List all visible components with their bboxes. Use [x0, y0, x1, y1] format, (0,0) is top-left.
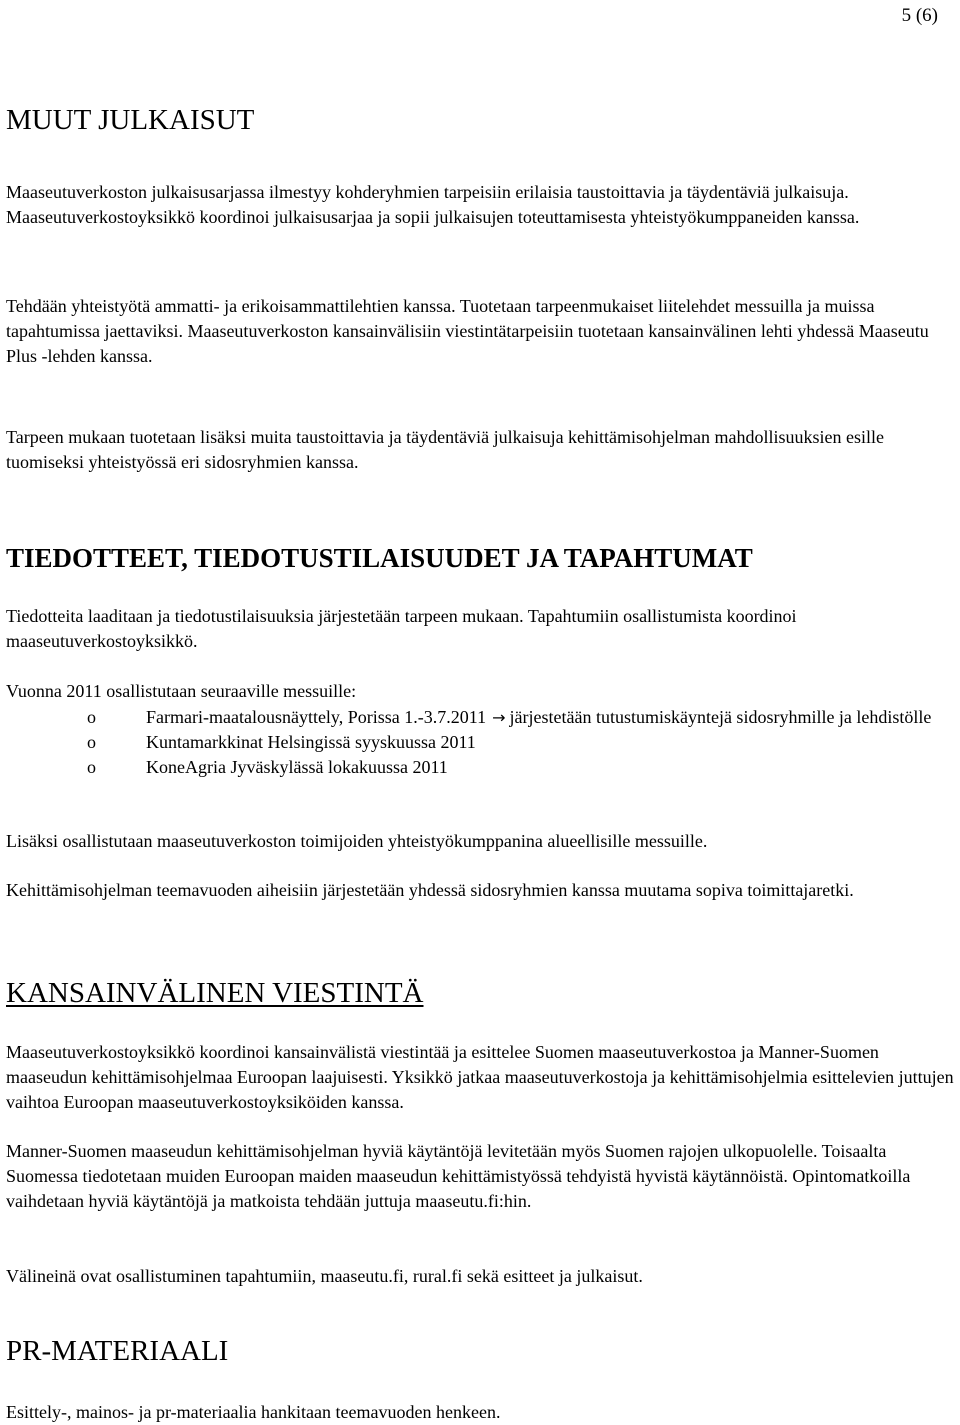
paragraph-tiedotteet-4: Kehittämisohjelman teemavuoden aiheisiin järjestetään yhdessä sidosryhmien kanssa muutama sopiva toimittajaretki.	[6, 880, 854, 900]
heading-kansainvalinen-viestinta: KANSAINVÄLINEN VIESTINTÄ	[6, 977, 424, 1009]
paragraph-kansainvalinen-1: Maaseutuverkostoyksikkö koordinoi kansainvälistä viestintää ja esittelee Suomen maaseutuverkostoa ja Manner-Suomen maaseudun kehittämisohjelmaa Euroopan laajuisesti. Yksikkö jatkaa maaseutuverkostoja ja kehittämisohjelmia esittelevien juttujen vaihtoa Euroopan maaseutuverkostoyksiköiden kanssa.	[6, 1042, 954, 1112]
paragraph-kansainvalinen-3: Välineinä ovat osallistuminen tapahtumiin, maaseutu.fi, rural.fi sekä esitteet ja julkaisut.	[6, 1266, 643, 1286]
list-item-text: KoneAgria Jyväskylässä lokakuussa 2011	[146, 757, 448, 777]
bullet-marker: o	[87, 732, 96, 752]
bullet-marker: o	[87, 707, 96, 727]
list-item	[6, 705, 958, 730]
messut-list	[6, 705, 958, 780]
list-item-text: Kuntamarkkinat Helsingissä syyskuussa 2011	[146, 732, 476, 752]
paragraph-kansainvalinen-2: Manner-Suomen maaseudun kehittämisohjelman hyviä käytäntöjä levitetään myös Suomen rajojen ulkopuolelle. Toisaalta Suomessa tiedotetaan muiden Euroopan maiden maaseudun kehittämistyössä tehdyistä hyvistä käytännöistä. Opintomatkoilla vaihdetaan hyviä käytäntöjä ja matkoista tehdään juttuja maaseutu.fi:hin.	[6, 1141, 911, 1211]
list-item	[6, 730, 958, 755]
paragraph-muut-2: Tehdään yhteistyötä ammatti- ja erikoisammattilehtien kanssa. Tuotetaan tarpeenmukaiset liitelehdet messuilla ja muissa tapahtumissa jaettaviksi. Maaseutuverkoston kansainvälisiin viestintätarpeisiin tuotetaan kansainvälinen lehti yhdessä Maaseutu Plus -lehden kanssa.	[6, 296, 929, 366]
paragraph-muut-1: Maaseutuverkoston julkaisusarjassa ilmestyy kohderyhmien tarpeisiin erilaisia taustoittavia ja täydentäviä julkaisuja. Maaseutuverkostoyksikkö koordinoi julkaisusarjaa ja sopii julkaisujen toteuttamisesta yhteistyökumppaneiden kanssa.	[6, 182, 860, 227]
paragraph-tiedotteet-2: Vuonna 2011 osallistutaan seuraaville messuille:	[6, 681, 357, 701]
heading-muut-julkaisut: MUUT JULKAISUT	[6, 104, 255, 136]
arrow-right-icon: →	[492, 708, 506, 727]
heading-pr-materiaali: PR-MATERIAALI	[6, 1335, 229, 1367]
list-item-text-continued: järjestetään tutustumiskäyntejä sidosryhmille ja lehdistölle	[509, 707, 932, 727]
heading-tiedotteet: TIEDOTTEET, TIEDOTUSTILAISUUDET JA TAPAHTUMAT	[6, 543, 753, 573]
page-number: 5 (6)	[901, 5, 938, 26]
list-item-text: Farmari-maatalousnäyttely, Porissa 1.-3.7.2011	[146, 707, 487, 727]
paragraph-muut-3: Tarpeen mukaan tuotetaan lisäksi muita taustoittavia ja täydentäviä julkaisuja kehittämisohjelman mahdollisuuksien esille tuomiseksi yhteistyössä eri sidosryhmien kanssa.	[6, 427, 885, 472]
list-item	[6, 755, 958, 780]
paragraph-tiedotteet-1: Tiedotteita laaditaan ja tiedotustilaisuuksia järjestetään tarpeen mukaan. Tapahtumiin osallistumista koordinoi maaseutuverkostoyksikkö.	[6, 606, 797, 651]
bullet-marker: o	[87, 757, 96, 777]
paragraph-tiedotteet-3: Lisäksi osallistutaan maaseutuverkoston toimijoiden yhteistyökumppanina alueellisille messuille.	[6, 831, 708, 851]
paragraph-pr-1: Esittely-, mainos- ja pr-materiaalia hankitaan teemavuoden henkeen.	[6, 1402, 501, 1422]
